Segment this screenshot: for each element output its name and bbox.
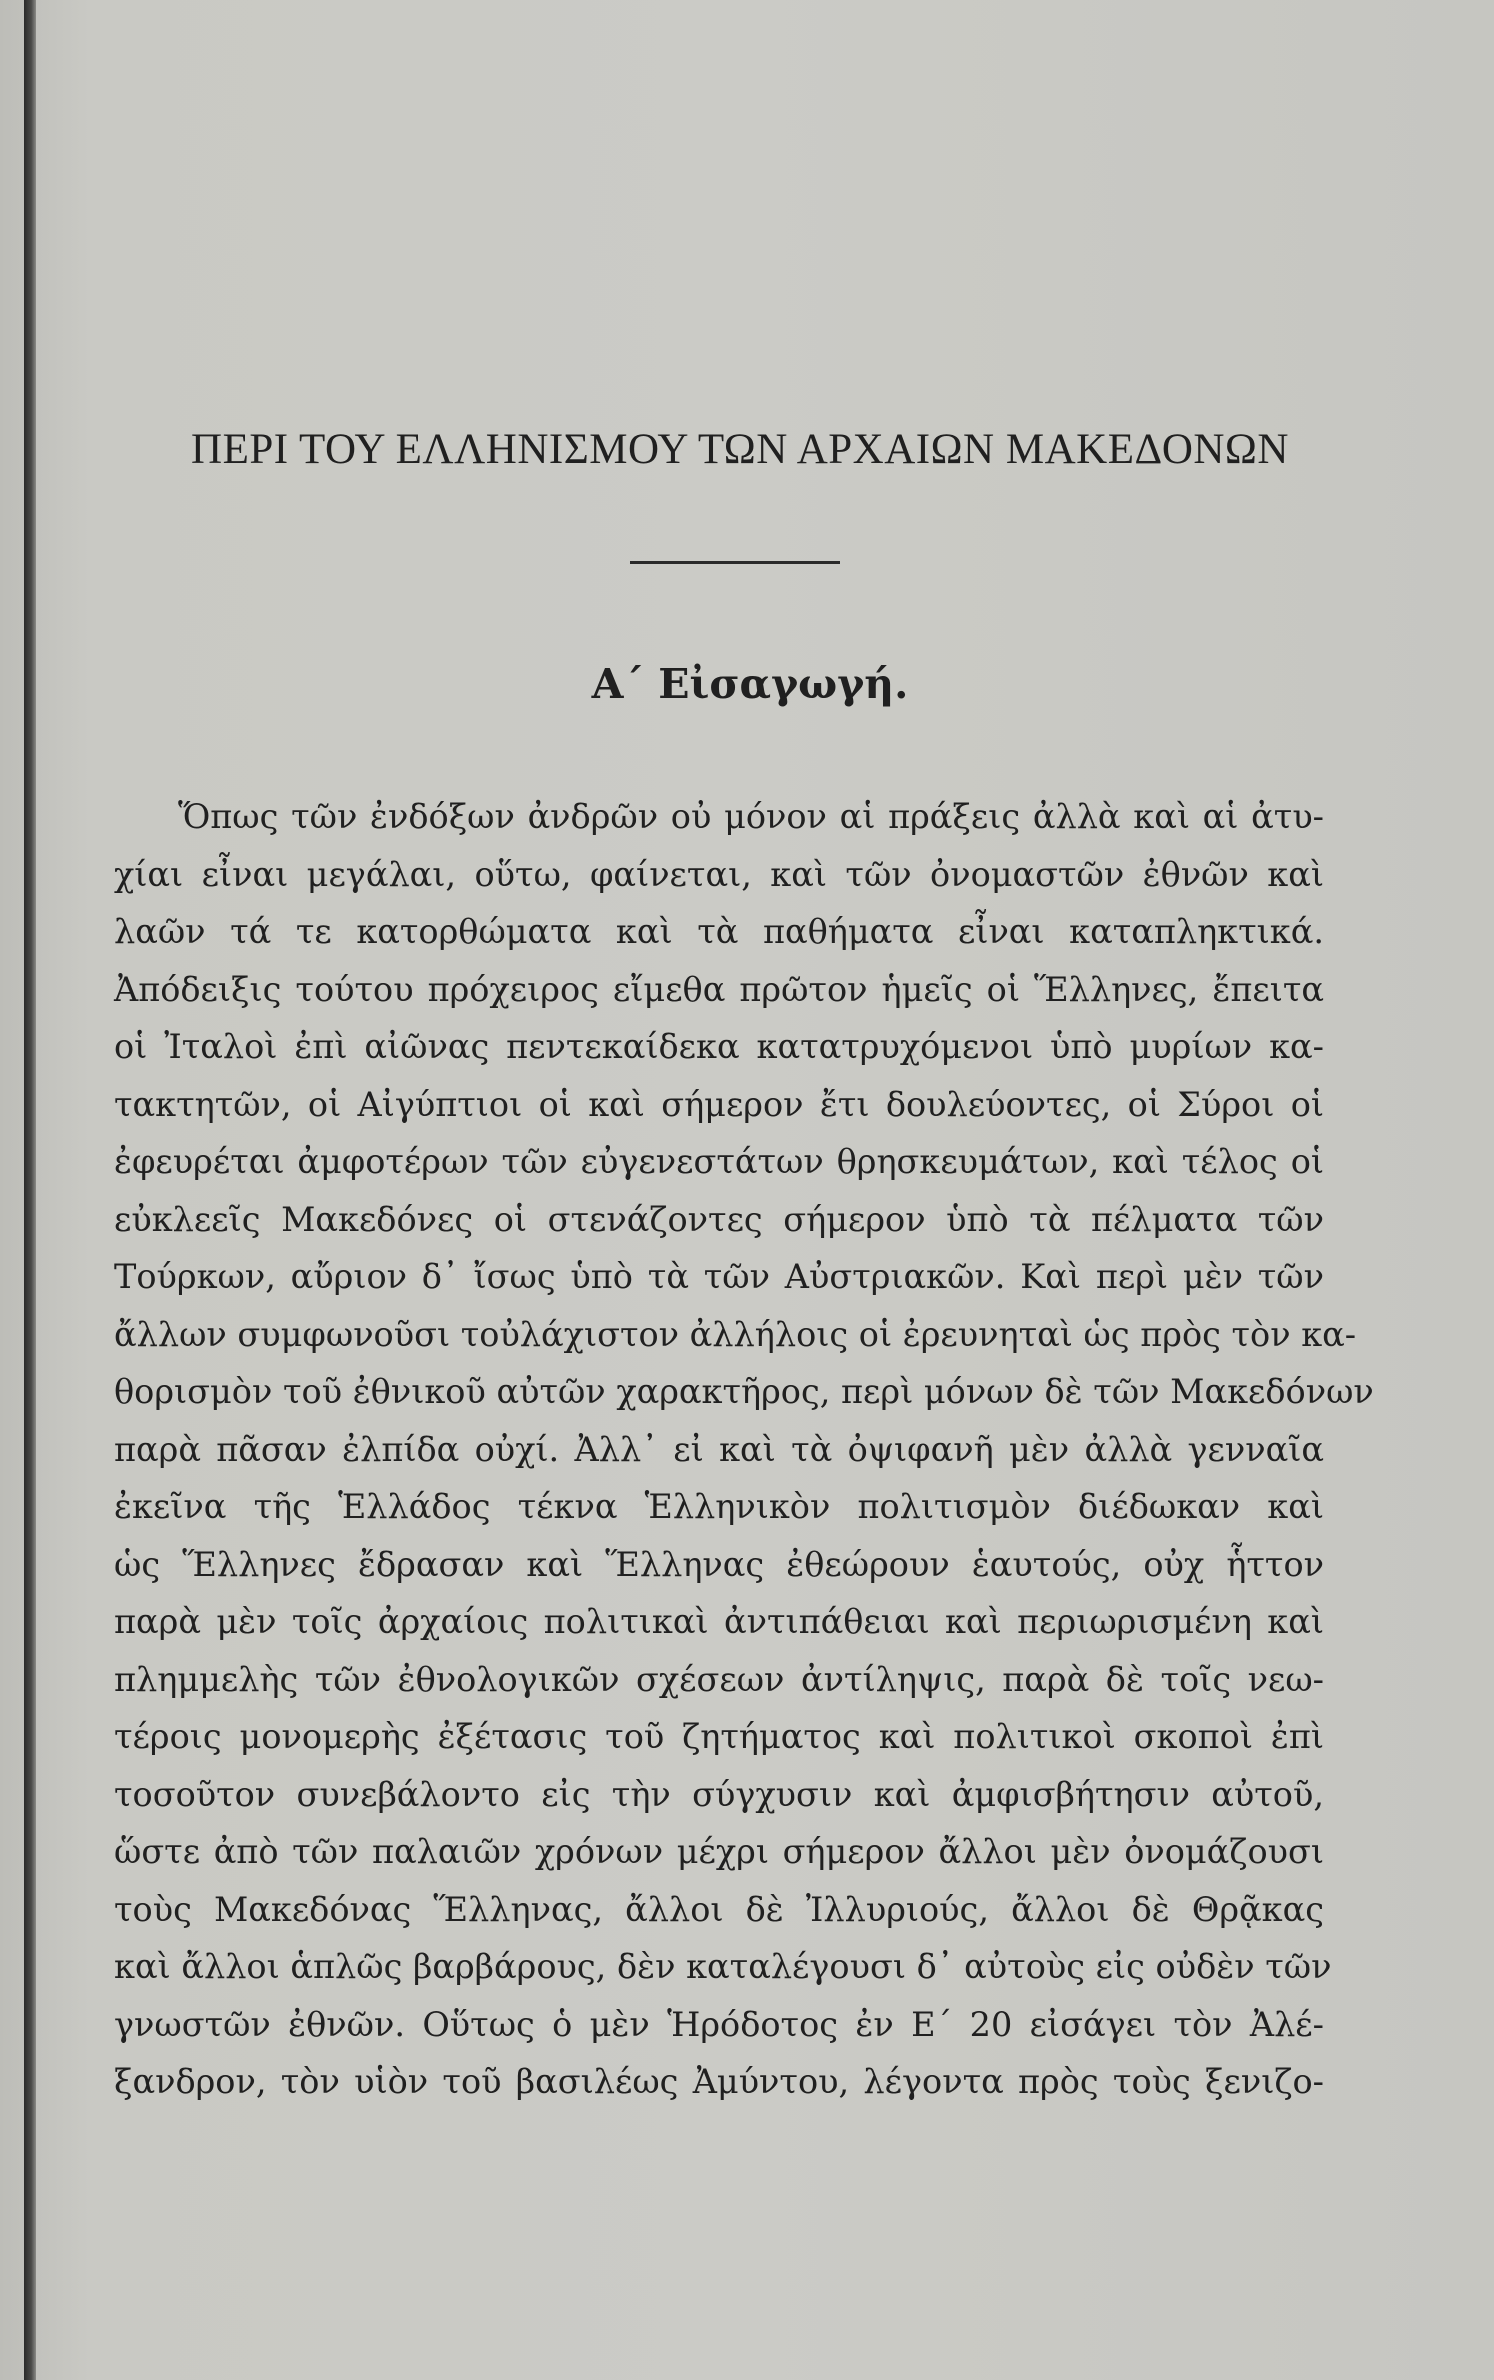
text-line: χίαι εἶναι μεγάλαι, οὕτω, φαίνεται, καὶ τῶν ὀνομαστῶν ἐθνῶν καὶ	[114, 854, 1324, 894]
text-line: Τούρκων, αὔριον δ᾽ ἴσως ὑπὸ τὰ τῶν Αὐστριακῶν. Καὶ περὶ μὲν τῶν	[114, 1257, 1324, 1296]
section-heading: Α΄ Εἰσαγωγή.	[591, 660, 909, 708]
text-line: τοὺς Μακεδόνας Ἕλληνας, ἄλλοι δὲ Ἰλλυριούς, ἄλλοι δὲ Θρᾷκας	[114, 1889, 1324, 1929]
text-line: παρὰ πᾶσαν ἐλπίδα οὐχί. Ἀλλ᾽ εἰ καὶ τὰ ὀψιφανῆ μὲν ἀλλὰ γενναῖα	[114, 1429, 1324, 1469]
text-line: παρὰ μὲν τοῖς ἀρχαίοις πολιτικαὶ ἀντιπάθειαι καὶ περιωρισμένη καὶ	[114, 1602, 1324, 1641]
text-line: καὶ ἄλλοι ἁπλῶς βαρβάρους, δὲν καταλέγουσι δ᾽ αὐτοὺς εἰς οὐδὲν τῶν	[114, 1947, 1332, 1986]
running-title: ΠΕΡΙ ΤΟΥ ΕΛΛΗΝΙΣΜΟΥ ΤΩΝ ΑΡΧΑΙΩΝ ΜΑΚΕΔΟΝΩΝ	[191, 426, 1289, 473]
book-spine-shadow	[24, 0, 36, 2380]
text-line: ἄλλων συμφωνοῦσι τοὐλάχιστον ἀλλήλοις οἱ ἐρευνηταὶ ὡς πρὸς τὸν κα-	[114, 1314, 1357, 1354]
text-line: πλημμελὴς τῶν ἐθνολογικῶν σχέσεων ἀντίληψις, παρὰ δὲ τοῖς νεω-	[114, 1659, 1324, 1699]
text-line: γνωστῶν ἐθνῶν. Οὕτως ὁ μὲν Ἡρόδοτος ἐν Ε΄ 20 εἰσάγει τὸν Ἀλέ-	[114, 2004, 1324, 2044]
text-line: εὐκλεεῖς Μακεδόνες οἱ στενάζοντες σήμερον ὑπὸ τὰ πέλματα τῶν	[114, 1199, 1324, 1239]
text-line: τοσοῦτον συνεβάλοντο εἰς τὴν σύγχυσιν καὶ ἀμφισβήτησιν αὐτοῦ,	[114, 1774, 1324, 1814]
text-line: θορισμὸν τοῦ ἐθνικοῦ αὐτῶν χαρακτῆρος, περὶ μόνων δὲ τῶν Μακεδόνων	[114, 1372, 1374, 1411]
text-line: ἐφευρέται ἀμφοτέρων τῶν εὐγενεστάτων θρησκευμάτων, καὶ τέλος οἱ	[114, 1142, 1324, 1181]
text-line: ξανδρον, τὸν υἱὸν τοῦ βασιλέως Ἀμύντου, λέγοντα πρὸς τοὺς ξενιζο-	[114, 2062, 1324, 2101]
text-line: οἱ Ἰταλοὶ ἐπὶ αἰῶνας πεντεκαίδεκα κατατρυχόμενοι ὑπὸ μυρίων κα-	[114, 1027, 1324, 1066]
title-rule	[630, 561, 840, 564]
body-text	[114, 788, 1374, 2111]
text-line: ἐκεῖνα τῆς Ἑλλάδος τέκνα Ἑλληνικὸν πολιτισμὸν διέδωκαν καὶ	[114, 1487, 1324, 1526]
text-line: τακτητῶν, οἱ Αἰγύπτιοι οἱ καὶ σήμερον ἔτι δουλεύοντες, οἱ Σύροι οἱ	[114, 1084, 1324, 1124]
text-line: λαῶν τά τε κατορθώματα καὶ τὰ παθήματα εἶναι καταπληκτικά.	[114, 912, 1324, 951]
text-line: τέροις μονομερὴς ἐξέτασις τοῦ ζητήματος καὶ πολιτικοὶ σκοποὶ ἐπὶ	[114, 1717, 1324, 1756]
text-line: ὡς Ἕλληνες ἔδρασαν καὶ Ἕλληνας ἐθεώρουν ἑαυτούς, οὐχ ἧττον	[114, 1544, 1324, 1584]
text-line: Ὅπως τῶν ἐνδόξων ἀνδρῶν οὐ μόνον αἱ πράξεις ἀλλὰ καὶ αἱ ἀτυ-	[178, 797, 1324, 836]
text-line: ὥστε ἀπὸ τῶν παλαιῶν χρόνων μέχρι σήμερον ἄλλοι μὲν ὀνομάζουσι	[114, 1832, 1324, 1871]
text-line: Ἀπόδειξις τούτου πρόχειρος εἴμεθα πρῶτον ἡμεῖς οἱ Ἕλληνες, ἔπειτα	[114, 969, 1324, 1009]
